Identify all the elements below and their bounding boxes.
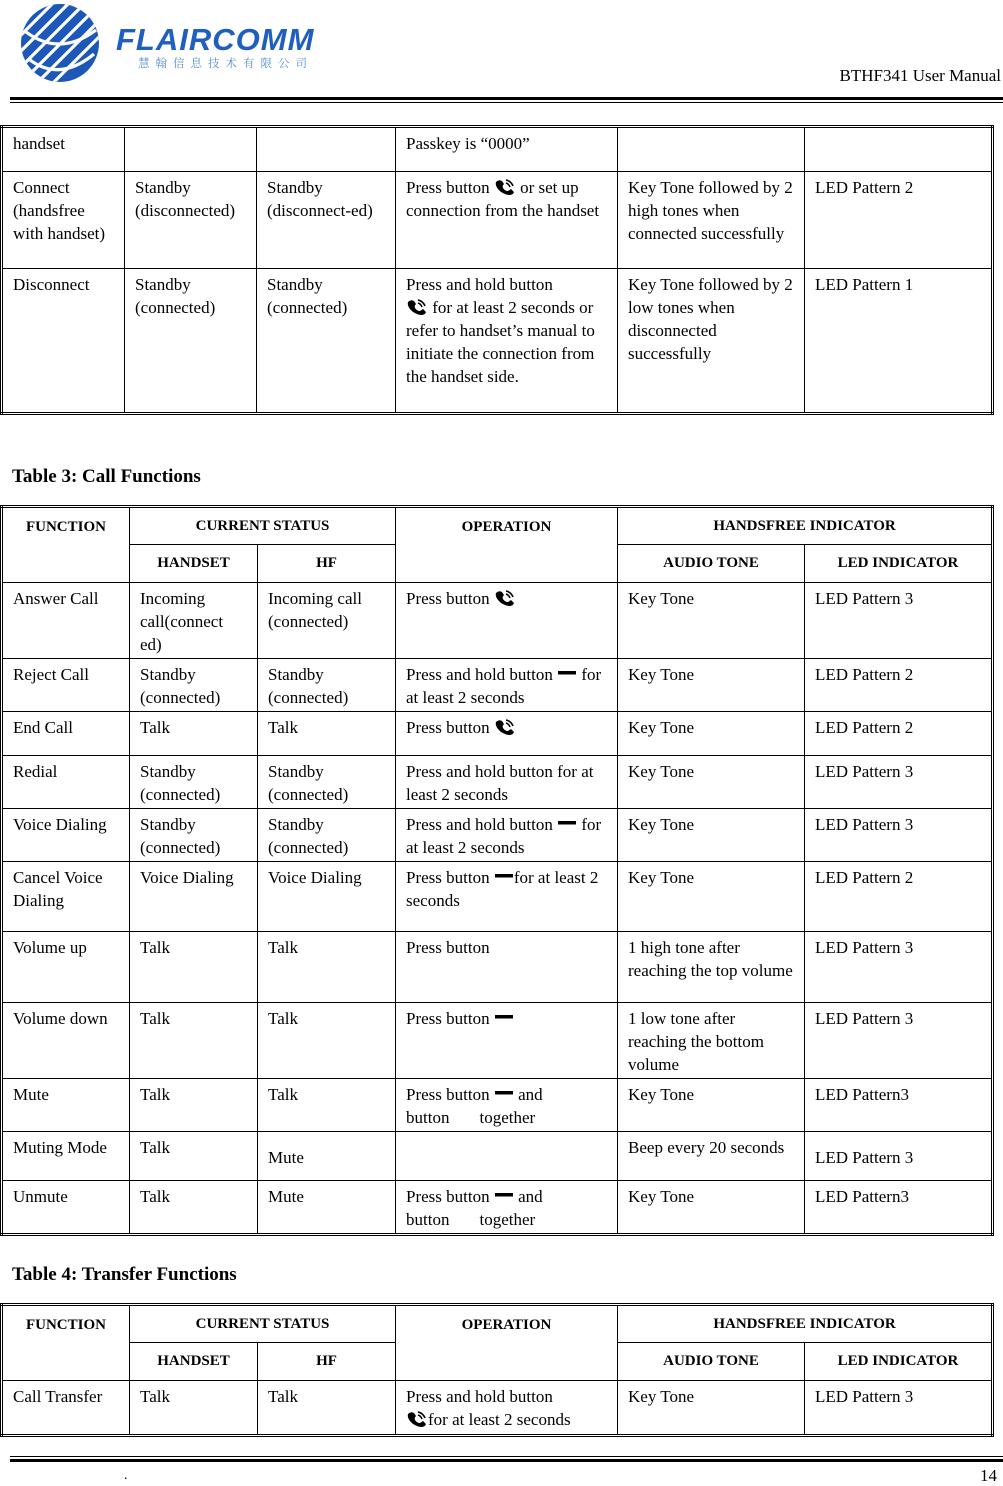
cell-led: LED Pattern 3 [805, 809, 993, 862]
operation-text: or set up connection from the handset [406, 178, 600, 220]
phone-button-icon [494, 589, 516, 607]
phone-button-icon [406, 1410, 428, 1428]
cell-operation [396, 712, 618, 756]
phone-button-icon [406, 298, 428, 316]
cell-function: handset [2, 127, 125, 172]
cell-handset: Standby (disconnected) [125, 172, 257, 269]
operation-text: Press button [406, 718, 490, 737]
table-3-call-functions [0, 505, 994, 1236]
cell-hf: Standby (connected) [258, 756, 396, 809]
operation-text: together [479, 1210, 536, 1229]
operation-text: Press button [406, 1009, 490, 1028]
table-4-transfer-functions [0, 1303, 994, 1437]
phone-button-icon [494, 718, 516, 736]
minus-button-icon [494, 870, 514, 882]
cell-operation: Passkey is “0000” [396, 127, 618, 172]
globe-logo-icon [16, 2, 108, 84]
operation-text: for at least 2 seconds [406, 868, 599, 910]
cell-operation [396, 659, 618, 712]
cell-hf: Talk [258, 1079, 396, 1132]
cell-hf: Standby (disconnect-ed) [257, 172, 396, 269]
cell-audio: Key Tone followed by 2 high tones when connected successfully [618, 172, 805, 269]
cell-function: Voice Dialing [2, 809, 130, 862]
cell-operation [396, 862, 618, 932]
operation-text: Press button [406, 178, 490, 197]
table-row [2, 269, 993, 414]
cell-audio: Key Tone [618, 1181, 805, 1235]
cell-function: Call Transfer [2, 1381, 130, 1436]
operation-text: Press and hold button [406, 665, 553, 684]
cell-hf [257, 127, 396, 172]
cell-led: LED Pattern 3 [805, 1381, 993, 1436]
operation-text: Press and hold button [406, 275, 553, 294]
cell-audio: Key Tone [618, 756, 805, 809]
header-hf: HF [258, 1343, 396, 1381]
cell-audio [618, 127, 805, 172]
operation-text: for at least 2 seconds or refer to handset’s manual to initiate the connection from the handset side. [406, 298, 595, 386]
table-row [2, 1381, 993, 1436]
cell-hf: Talk [258, 1003, 396, 1079]
header-audio-tone: AUDIO TONE [618, 1343, 805, 1381]
table-top-continuation [0, 125, 994, 415]
cell-audio: Key Tone [618, 712, 805, 756]
cell-function: End Call [2, 712, 130, 756]
operation-text: Press and hold button [406, 815, 553, 834]
table-3-caption: Table 3: Call Functions [12, 466, 201, 487]
operation-text: Press button [406, 1187, 490, 1206]
cell-led: LED Pattern 3 [805, 756, 993, 809]
document-title: BTHF341 User Manual [839, 66, 1001, 85]
cell-led: LED Pattern 2 [805, 862, 993, 932]
operation-text: button [406, 1210, 450, 1229]
header-audio-tone: AUDIO TONE [618, 545, 805, 583]
table-row [2, 659, 993, 712]
table-row [2, 127, 993, 172]
table-row [2, 172, 993, 269]
table-header-row [2, 507, 993, 545]
header-handsfree-indicator: HANDSFREE INDICATOR [618, 1305, 993, 1343]
cell-handset: Incoming call(connect ed) [130, 583, 258, 659]
cell-led: LED Pattern 3 [805, 1132, 993, 1181]
operation-text: button [406, 1108, 450, 1127]
cell-led [805, 127, 993, 172]
table-row [2, 862, 993, 932]
footer-dot: . [124, 1468, 128, 1483]
cell-led: LED Pattern 1 [805, 269, 993, 414]
footer-rule-thin [10, 1456, 1003, 1457]
phone-button-icon [494, 178, 516, 196]
cell-led: LED Pattern 2 [805, 712, 993, 756]
header-rule [10, 97, 1003, 100]
cell-operation [396, 172, 618, 269]
cell-handset: Talk [130, 1181, 258, 1235]
cell-handset: Talk [130, 712, 258, 756]
operation-text: and [518, 1085, 543, 1104]
cell-led: LED Pattern 3 [805, 932, 993, 1003]
cell-audio: Key Tone [618, 862, 805, 932]
cell-led: LED Pattern 3 [805, 1003, 993, 1079]
header-function: FUNCTION [2, 1305, 130, 1381]
operation-text: Press and hold button [406, 1387, 553, 1406]
table-row [2, 1181, 993, 1235]
cell-hf: Voice Dialing [258, 862, 396, 932]
minus-button-icon [494, 1189, 514, 1201]
minus-button-icon [494, 1011, 514, 1023]
cell-audio: Beep every 20 seconds [618, 1132, 805, 1181]
cell-hf: Talk [258, 932, 396, 1003]
cell-hf: Mute [258, 1181, 396, 1235]
operation-text: Press button [406, 589, 490, 608]
header-handset: HANDSET [130, 545, 258, 583]
logo-wordmark: FLAIRCOMM [116, 22, 315, 57]
logo-subtitle: 慧翰信息技术有限公司 [138, 56, 313, 70]
cell-handset: Talk [130, 1003, 258, 1079]
cell-hf: Standby (connected) [258, 659, 396, 712]
cell-operation [396, 1079, 618, 1132]
cell-hf: Incoming call (connected) [258, 583, 396, 659]
cell-handset: Talk [130, 1079, 258, 1132]
cell-function: Connect (handsfree with handset) [2, 172, 125, 269]
cell-handset: Talk [130, 932, 258, 1003]
minus-button-icon [557, 817, 577, 829]
cell-function: Cancel Voice Dialing [2, 862, 130, 932]
cell-handset: Talk [130, 1132, 258, 1181]
operation-text: together [479, 1108, 536, 1127]
header-function: FUNCTION [2, 507, 130, 583]
cell-function: Disconnect [2, 269, 125, 414]
cell-audio: 1 low tone after reaching the bottom volume [618, 1003, 805, 1079]
cell-audio: 1 high tone after reaching the top volume [618, 932, 805, 1003]
cell-operation [396, 583, 618, 659]
cell-operation [396, 1181, 618, 1235]
cell-function: Muting Mode [2, 1132, 130, 1181]
cell-handset [125, 127, 257, 172]
cell-hf: Standby (connected) [258, 809, 396, 862]
cell-function: Volume up [2, 932, 130, 1003]
minus-button-icon [557, 667, 577, 679]
table-row [2, 712, 993, 756]
cell-hf: Mute [258, 1132, 396, 1181]
cell-hf: Standby (connected) [257, 269, 396, 414]
cell-hf: Talk [258, 1381, 396, 1436]
cell-operation [396, 1132, 618, 1181]
cell-led: LED Pattern 3 [805, 583, 993, 659]
header-led-indicator: LED INDICATOR [805, 545, 993, 583]
cell-led: LED Pattern 2 [805, 659, 993, 712]
cell-function: Answer Call [2, 583, 130, 659]
operation-text: for at least 2 seconds [406, 815, 602, 857]
cell-handset: Voice Dialing [130, 862, 258, 932]
table-row [2, 1079, 993, 1132]
table-row [2, 1003, 993, 1079]
cell-function: Redial [2, 756, 130, 809]
cell-handset: Standby (connected) [130, 809, 258, 862]
cell-operation [396, 1003, 618, 1079]
operation-text: for at least 2 seconds [406, 665, 602, 707]
cell-operation [396, 809, 618, 862]
table-row [2, 932, 993, 1003]
cell-handset: Standby (connected) [130, 756, 258, 809]
header-rule-thin [10, 102, 1003, 103]
header-handsfree-indicator: HANDSFREE INDICATOR [618, 507, 993, 545]
cell-operation [396, 1381, 618, 1436]
operation-text: Press button [406, 868, 490, 887]
cell-function: Volume down [2, 1003, 130, 1079]
operation-text: for at least 2 seconds [428, 1410, 571, 1429]
cell-led: LED Pattern3 [805, 1079, 993, 1132]
cell-function: Mute [2, 1079, 130, 1132]
cell-audio: Key Tone [618, 809, 805, 862]
cell-audio: Key Tone followed by 2 low tones when disconnected successfully [618, 269, 805, 414]
cell-handset: Standby (connected) [130, 659, 258, 712]
operation-text: and [518, 1187, 543, 1206]
header-current-status: CURRENT STATUS [130, 1305, 396, 1343]
cell-audio: Key Tone [618, 659, 805, 712]
table-row [2, 1132, 993, 1181]
header-hf: HF [258, 545, 396, 583]
cell-function: Unmute [2, 1181, 130, 1235]
cell-audio: Key Tone [618, 1381, 805, 1436]
cell-audio: Key Tone [618, 583, 805, 659]
minus-button-icon [494, 1087, 514, 1099]
cell-led: LED Pattern3 [805, 1181, 993, 1235]
table-header-row [2, 1305, 993, 1343]
cell-operation [396, 269, 618, 414]
cell-handset: Standby (connected) [125, 269, 257, 414]
cell-hf: Talk [258, 712, 396, 756]
footer-rule [10, 1459, 1003, 1462]
table-row [2, 583, 993, 659]
header-operation: OPERATION [396, 1305, 618, 1381]
company-logo [16, 2, 316, 84]
cell-function: Reject Call [2, 659, 130, 712]
table-row [2, 756, 993, 809]
cell-operation: Press button [396, 932, 618, 1003]
table-row [2, 809, 993, 862]
page-number: 14 [980, 1466, 997, 1485]
header-operation: OPERATION [396, 507, 618, 583]
header-current-status: CURRENT STATUS [130, 507, 396, 545]
cell-operation: Press and hold button for at least 2 seconds [396, 756, 618, 809]
cell-handset: Talk [130, 1381, 258, 1436]
cell-audio: Key Tone [618, 1079, 805, 1132]
header-led-indicator: LED INDICATOR [805, 1343, 993, 1381]
cell-led: LED Pattern 2 [805, 172, 993, 269]
operation-text: Press button [406, 1085, 490, 1104]
table-4-caption: Table 4: Transfer Functions [12, 1264, 237, 1285]
header-handset: HANDSET [130, 1343, 258, 1381]
